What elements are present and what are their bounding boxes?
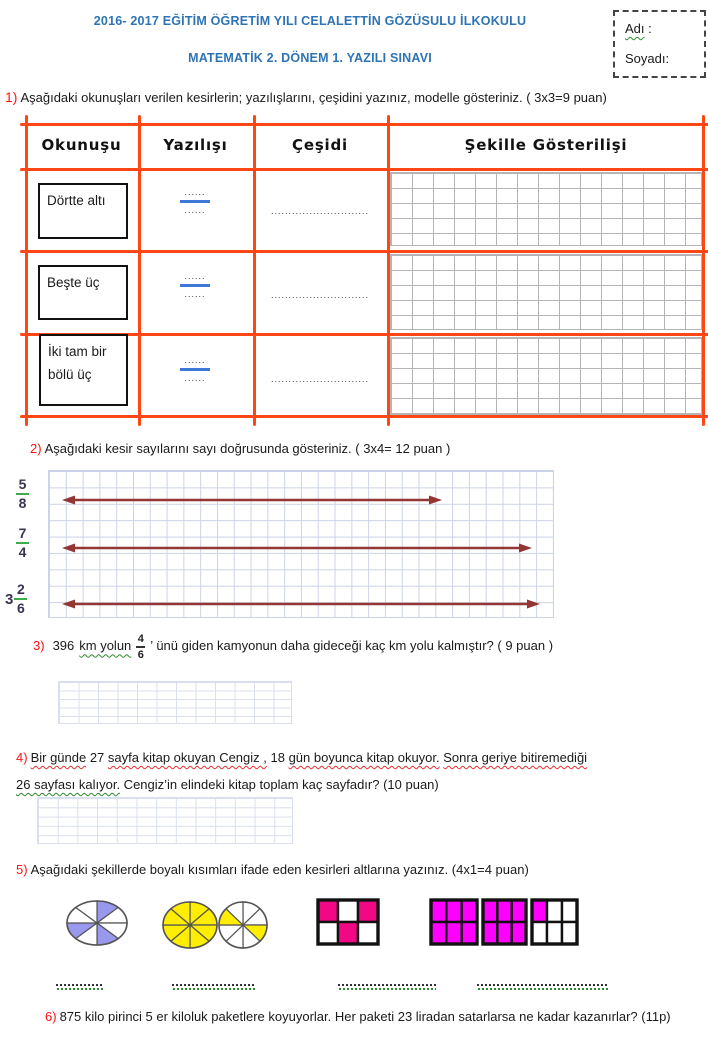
q3-fraction-denominator: 6 [137,648,144,661]
question-1 [5,87,707,108]
yazilisi-dots-top: ...... [184,271,206,281]
cesidi-dots-3: ............................ [270,374,369,384]
okunusu-label-3: İki tam bir bölü üç [39,334,128,406]
sekil-grid-3 [390,337,702,415]
table-line-v1 [138,115,141,426]
q4-line1-text [31,750,588,765]
q6-number: 6) [45,1009,57,1024]
question-3 [33,633,553,661]
q2-fraction-1 [16,477,29,512]
table-line-h0 [20,123,708,126]
table-line-v0 [25,115,28,426]
q4-segment: 26 sayfası kalıyor. [16,777,121,792]
yazilisi-dots-top: ...... [184,355,206,365]
q2-fraction-denominator: 8 [18,495,27,512]
sekil-grid-2 [390,254,702,330]
q4-segment: Cengiz’in elindeki kitap toplam kaç sayfadır? (10 puan) [120,777,439,792]
q2-fraction-3 [5,582,27,617]
q4-segment: 27 [86,750,108,765]
q3-fraction [136,633,145,661]
q5-grid-shape-5 [429,898,479,946]
q3-work-grid [58,681,292,724]
q5-grid-shape-7 [530,898,579,946]
question-5 [16,861,706,880]
q3-fraction-numerator: 4 [137,633,144,645]
surname-label: Soyadı: [625,51,670,66]
q5-pie-shape-2 [161,900,219,950]
q2-number: 2) [30,441,42,456]
yazilisi-fraction-rule [180,368,210,371]
q5-pie-shape-1 [65,899,129,947]
yazilisi-dots-top: ...... [184,187,206,197]
q2-fraction-numerator: 7 [18,525,27,541]
answer-line-3 [338,984,436,991]
question-4 [16,744,706,798]
cesidi-dots-1: ............................ [270,206,369,216]
table-header-sekil: Şekille Gösterilişi [464,136,628,154]
table-header-cesidi: Çeşidi [292,136,348,154]
cesidi-dots-2: ............................ [270,290,369,300]
sekil-grid-1 [390,172,702,246]
q4-line1 [16,744,706,771]
table-line-v2 [253,115,256,426]
okunusu-label-1: Dörtte altı [38,183,128,239]
answer-line-4 [477,984,608,991]
yazilisi-placeholder-2 [165,272,225,299]
table-header-yazilisi: Yazılışı [163,136,228,154]
q5-grid-shape-4 [316,898,380,946]
answer-line-2 [172,984,256,991]
q5-grid-shape-6 [481,898,528,946]
yazilisi-placeholder-1 [165,188,225,215]
question-2 [30,440,450,459]
q2-fraction-denominator: 4 [18,544,27,561]
q4-segment: Sonra geriye bitiremediği [443,750,588,765]
yazilisi-dots-bottom: ...... [184,205,206,215]
q2-fraction-stack [16,526,29,561]
q3-text-pre: 396 [52,638,75,654]
yazilisi-fraction-rule [180,200,210,203]
answer-line-1 [56,984,104,991]
table-line-h1 [20,168,708,171]
q2-fraction-stack [14,582,27,617]
q2-fraction-numerator: 2 [16,581,25,597]
q3-number: 3) [33,638,45,654]
table-line-h4 [20,415,708,418]
q3-underlined-words: km yolun [79,638,132,654]
yazilisi-fraction-rule [180,284,210,287]
q1-number: 1) [5,89,18,105]
fractions-table [25,123,705,418]
q2-fraction-stack [16,477,29,512]
q2-number-line-arrows [48,470,554,618]
name-label: Adı : [625,21,652,36]
q4-segment: gün boyunca kitap okuyor. [288,750,440,765]
q2-text: Aşağıdaki kesir sayılarını sayı doğrusunda gösteriniz. ( 3x4= 12 puan ) [44,441,451,456]
q2-fraction-denominator: 6 [16,600,25,617]
yazilisi-dots-bottom: ...... [184,373,206,383]
q5-pie-shape-3 [217,900,269,950]
yazilisi-placeholder-3 [165,356,225,383]
yazilisi-dots-bottom: ...... [184,289,206,299]
okunusu-label-2: Beşte üç [38,265,128,320]
q1-text: Aşağıdaki okunuşları verilen kesirlerin; yazılışlarını, çeşidini yazınız, modelle gösteriniz. ( 3x3=9 puan) [20,90,607,105]
exam-title-line2: MATEMATİK 2. DÖNEM 1. YAZILI SINAVI [188,51,432,65]
q4-number: 4) [16,750,28,765]
q2-fraction-2 [16,526,29,561]
q3-text-post: ’ ünü giden kamyonun daha gideceği kaç km yolu kalmıştır? ( 9 puan ) [150,638,554,654]
table-line-v4 [702,115,705,426]
table-header-okunusu: Okunuşu [41,136,122,154]
exam-title-line1: 2016- 2017 EĞİTİM ÖĞRETİM YILI CELALETTİN GÖZÜSULU İLKOKULU [93,14,527,28]
q5-text: Aşağıdaki şekillerde boyalı kısımları ifade eden kesirleri altlarına yazınız. (4x1=4 puan) [30,862,529,877]
q5-number: 5) [16,862,28,877]
q4-segment: Bir günde [30,750,87,765]
table-line-h2 [20,250,708,253]
q4-segment: sayfa kitap okuyan Cengiz , [107,750,267,765]
q2-fraction-whole: 3 [5,590,14,608]
q4-work-grid [37,797,293,844]
student-name-box [613,10,706,78]
q2-fraction-numerator: 5 [18,476,27,492]
q6-text: 875 kilo pirinci 5 er kiloluk paketlere koyuyorlar. Her paketi 23 liradan satarlarsa ne kadar kazanırlar? (11p) [59,1009,671,1024]
q3-fraction-bar [136,646,145,648]
question-6 [45,1003,673,1030]
q4-segment: 18 [266,750,289,765]
q4-line2-text [16,771,706,798]
